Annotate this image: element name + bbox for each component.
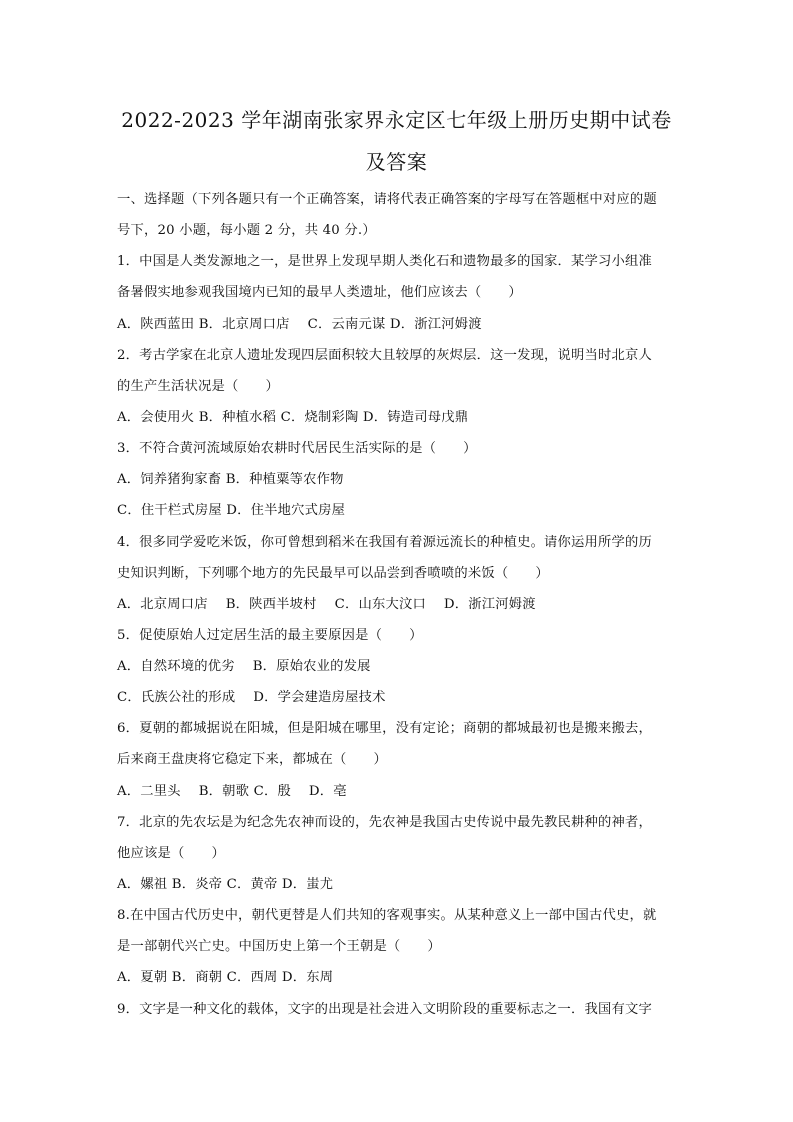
question-1-text-cont: 备暑假实地参观我国境内已知的最早人类遗址，他们应该去（ ） [117, 285, 522, 300]
question-7-text-cont: 他应该是（ ） [117, 846, 225, 861]
question-1-options: A．陕西蓝田 B．北京周口店 C．云南元谋 D．浙江河姆渡 [117, 317, 482, 332]
question-5-text: 5．促使原始人过定居生活的最主要原因是（ ） [117, 628, 423, 643]
document-title-line-1: 2022-2023 学年湖南张家界永定区七年级上册历史期中试卷 [121, 108, 672, 132]
question-5-options-2: C．氏族公社的形成 D．学会建造房屋技术 [117, 690, 386, 705]
question-7-options: A．嫘祖 B．炎帝 C．黄帝 D．蚩尤 [117, 877, 334, 892]
question-4-options: A．北京周口店 B．陕西半坡村 C．山东大汶口 D．浙江河姆渡 [117, 597, 536, 612]
question-2-text: 2．考古学家在北京人遗址发现四层面积较大且较厚的灰烬层．这一发现，说明当时北京人 [117, 348, 653, 363]
question-7-text: 7．北京的先农坛是为纪念先农神而设的，先农神是我国古史传说中最先教民耕种的神者， [117, 815, 653, 830]
question-8-options: A．夏朝 B．商朝 C．西周 D．东周 [117, 970, 334, 985]
question-2-text-cont: 的生产生活状况是（ ） [117, 379, 279, 394]
question-3-options-2: C．住干栏式房屋 D．住半地穴式房屋 [117, 503, 346, 518]
question-9-text: 9．文字是一种文化的载体，文字的出现是社会进入文明阶段的重要标志之一．我国有文字 [117, 1002, 653, 1017]
section-heading: 一、选择题（下列各题只有一个正确答案，请将代表正确答案的字母写在答题框中对应的题 [117, 192, 657, 207]
question-8-text-cont: 是一部朝代兴亡史。中国历史上第一个王朝是（ ） [117, 939, 441, 954]
question-4-text: 4．很多同学爱吃米饭，你可曾想到稻米在我国有着源远流长的种植史。请你运用所学的历 [117, 535, 653, 550]
question-5-options-1: A．自然环境的优劣 B．原始农业的发展 [117, 659, 371, 674]
section-heading-cont: 号下，20 小题，每小题 2 分，共 40 分.） [117, 223, 376, 238]
question-8-text: 8.在中国古代历史中，朝代更替是人们共知的客观事实。从某种意义上一部中国古代史，就 [117, 908, 657, 923]
question-6-text-cont: 后来商王盘庚将它稳定下来，都城在（ ） [117, 752, 387, 767]
question-4-text-cont: 史知识判断，下列哪个地方的先民最早可以品尝到香喷喷的米饭（ ） [117, 566, 549, 581]
question-6-options: A．二里头 B．朝歌 C．殷 D．亳 [117, 784, 347, 799]
document-title-line-2: 及答案 [365, 150, 428, 174]
question-3-options-1: A．饲养猪狗家畜 B．种植粟等农作物 [117, 472, 344, 487]
question-1-text: 1．中国是人类发源地之一，是世界上发现早期人类化石和遗物最多的国家．某学习小组准 [117, 254, 653, 269]
question-6-text: 6．夏朝的都城据说在阳城，但是阳城在哪里，没有定论；商朝的都城最初也是搬来搬去， [117, 721, 653, 736]
question-3-text: 3．不符合黄河流域原始农耕时代居民生活实际的是（ ） [117, 441, 477, 456]
question-2-options: A．会使用火 B．种植水稻 C．烧制彩陶 D．铸造司母戊鼎 [117, 410, 469, 425]
